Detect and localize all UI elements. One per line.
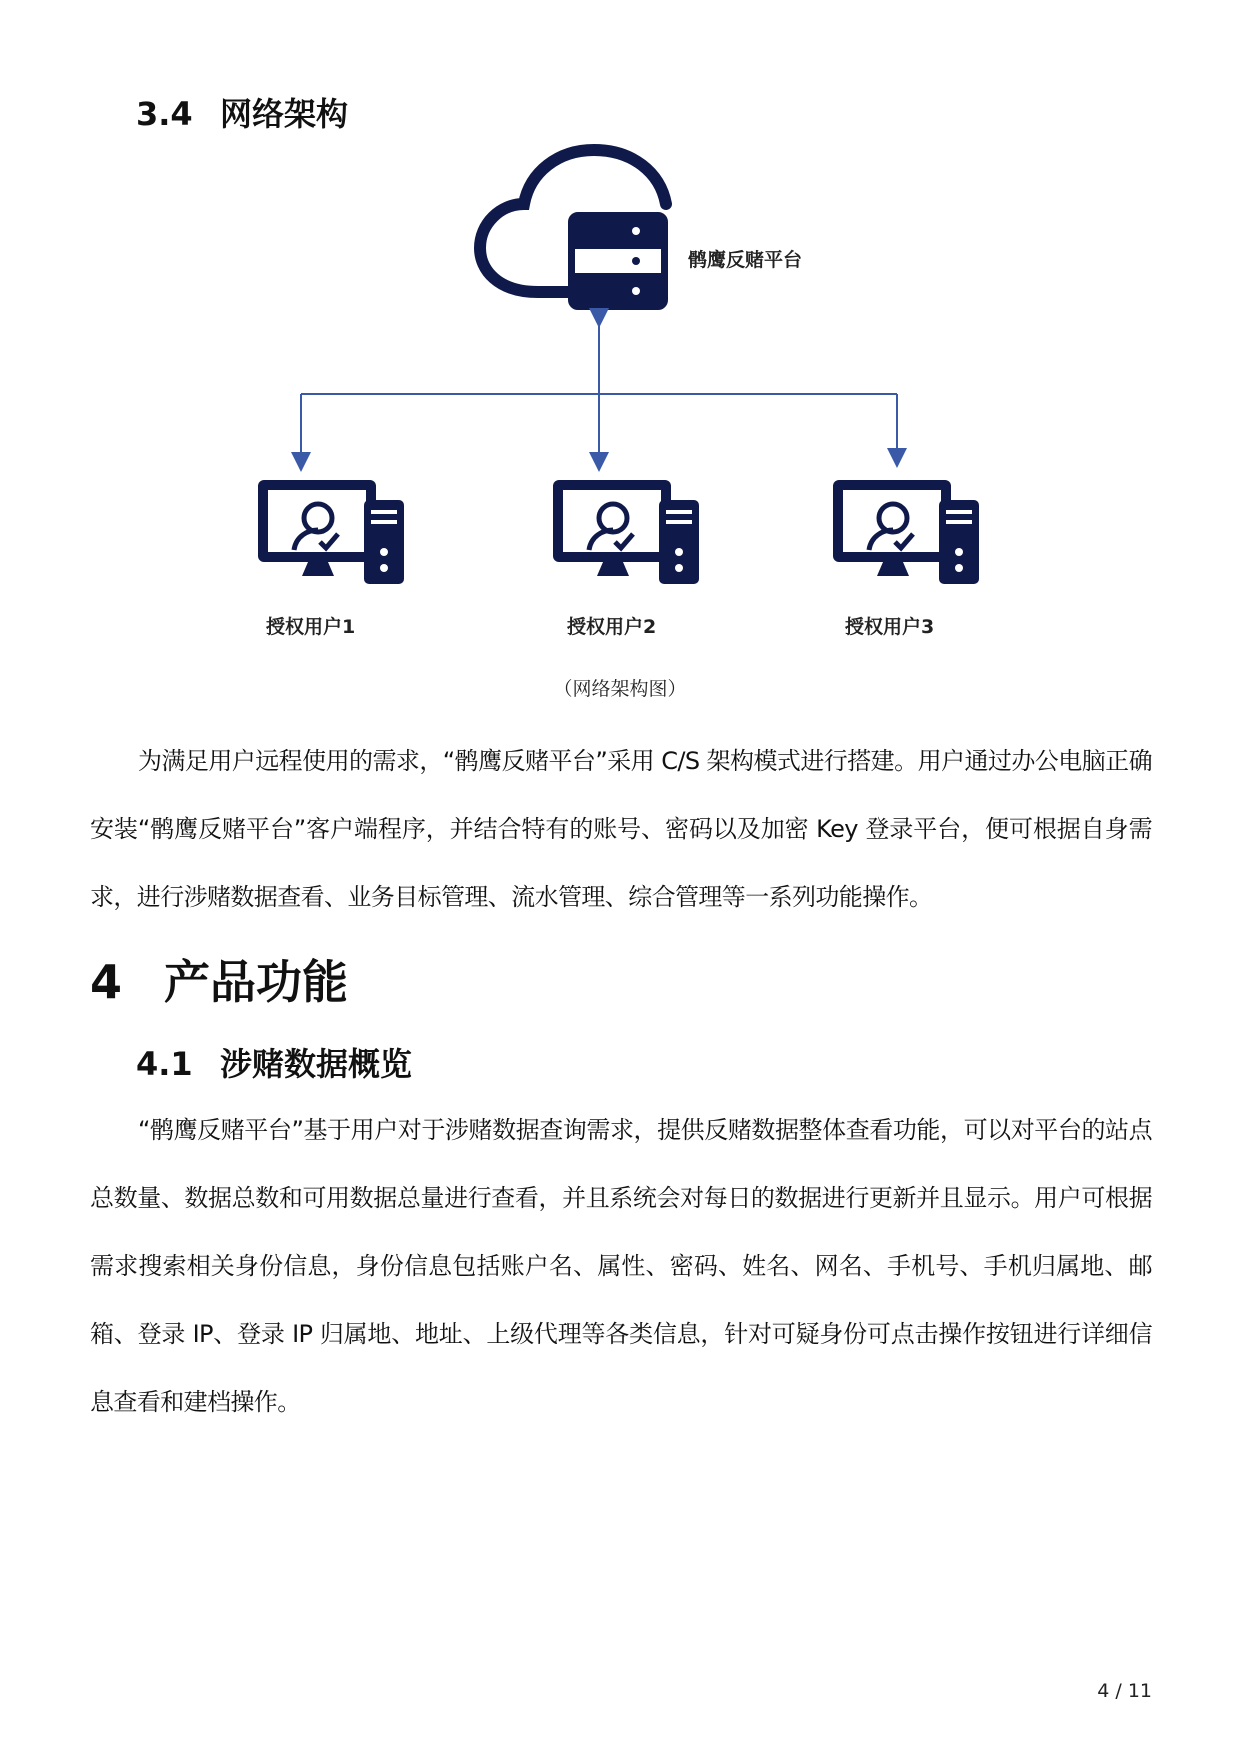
section-title: 涉赌数据概览 — [220, 1045, 413, 1083]
section-heading-4-1 — [136, 1044, 412, 1084]
section-number: 4 — [90, 955, 123, 1009]
section-title: 产品功能 — [164, 955, 348, 1009]
figure-caption: （网络架构图） — [553, 678, 687, 700]
user-label: 授权用户2 — [567, 616, 657, 638]
computer-user-icon — [258, 480, 404, 584]
cloud-server-icon — [480, 150, 666, 306]
paragraph-text: 为满足用户远程使用的需求，“鹘鹰反赌平台”采用 C/S 架构模式进行搭建。用户通过办公电脑正确安装“鹘鹰反赌平台”客户端程序，并结合特有的账号、密码以及加密 Key 登录平台，便可根据自身需求，进行涉赌数据查看、业务目标管理、流水管理、综合管理等一系列功能操作。 — [90, 747, 1152, 911]
user-label: 授权用户3 — [845, 616, 935, 638]
section-number: 3.4 — [136, 95, 193, 133]
computer-user-icon — [553, 480, 699, 584]
section-title: 网络架构 — [220, 95, 349, 133]
section-number: 4.1 — [136, 1045, 193, 1083]
connector-lines — [301, 318, 897, 462]
paragraph — [90, 1096, 1152, 1436]
network-architecture-diagram — [0, 0, 1240, 680]
paragraph-text: “鹘鹰反赌平台”基于用户对于涉赌数据查询需求，提供反赌数据整体查看功能，可以对平台的站点总数量、数据总数和可用数据总量进行查看，并且系统会对每日的数据进行更新并且显示。用户可根据需求搜索相关身份信息，身份信息包括账户名、属性、密码、姓名、网名、手机号、手机归属地、邮箱、登录 IP、登录 IP 归属地、地址、上级代理等各类信息，针对可疑身份可点击操作按钮进行详细信息查看和建档操作。 — [90, 1116, 1152, 1416]
page-number: 4 / 11 — [1097, 1680, 1152, 1702]
paragraph — [90, 727, 1152, 931]
computer-user-icon — [833, 480, 979, 584]
user-label: 授权用户1 — [266, 616, 356, 638]
section-heading-4 — [90, 954, 348, 1010]
platform-label: 鹘鹰反赌平台 — [688, 249, 803, 271]
